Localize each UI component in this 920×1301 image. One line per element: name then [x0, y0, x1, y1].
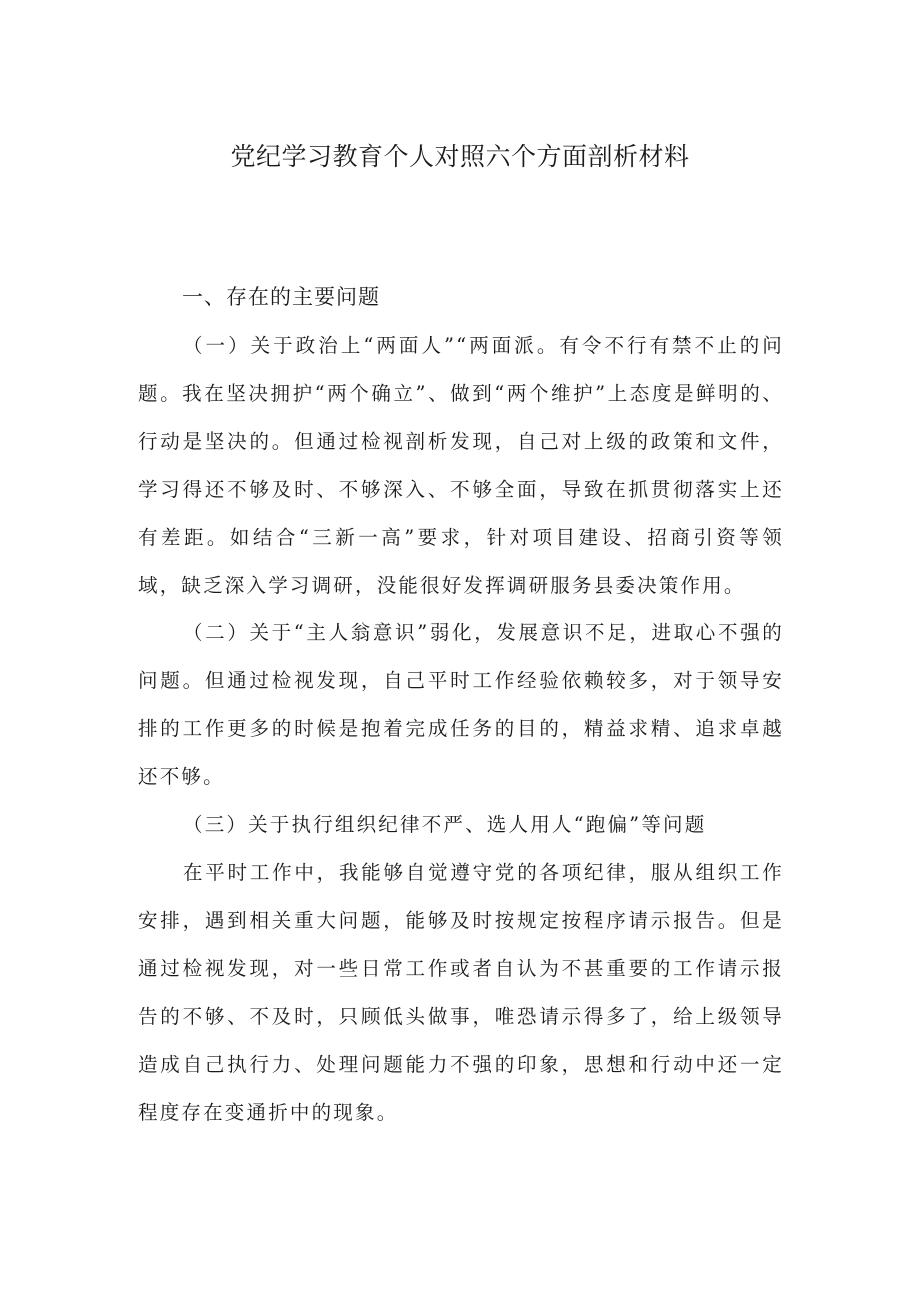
document-title: 党纪学习教育个人对照六个方面剖析材料: [230, 142, 690, 171]
paragraph-3-heading: （三）关于执行组织纪律不严、选人用人“跑偏”等问题: [183, 813, 707, 836]
section-heading: 一、存在的主要问题: [182, 285, 380, 309]
paragraph-4: 在平时工作中，我能够自觉遵守党的各项纪律，服从组织工作安排，遇到相关重大问题，能够及时按规定按程序请示报告。但是通过检视发现，对一些日常工作或者自认为不甚重要的工作请示报告的不够、不及时，只顾低头做事，唯恐请示得多了，给上级领导造成自己执行力、处理问题能力不强的印象，思想和行动中还一定程度存在变通折中的现象。: [138, 861, 784, 1124]
paragraph-2: （二）关于“主人翁意识”弱化，发展意识不足，进取心不强的问题。但通过检视发现，自己平时工作经验依赖较多，对于领导安排的工作更多的时候是抱着完成任务的目的，精益求精、追求卓越还不够。: [138, 621, 784, 788]
paragraph-1: （一）关于政治上“两面人”“两面派。有令不行有禁不止的问题。我在坚决拥护“两个确立”、做到“两个维护”上态度是鲜明的、行动是坚决的。但通过检视剖析发现，自己对上级的政策和文件，学习得还不够及时、不够深入、不够全面，导致在抓贯彻落实上还有差距。如结合“三新一高”要求，针对项目建设、招商引资等领域，缺乏深入学习调研，没能很好发挥调研服务县委决策作用。: [138, 334, 784, 597]
